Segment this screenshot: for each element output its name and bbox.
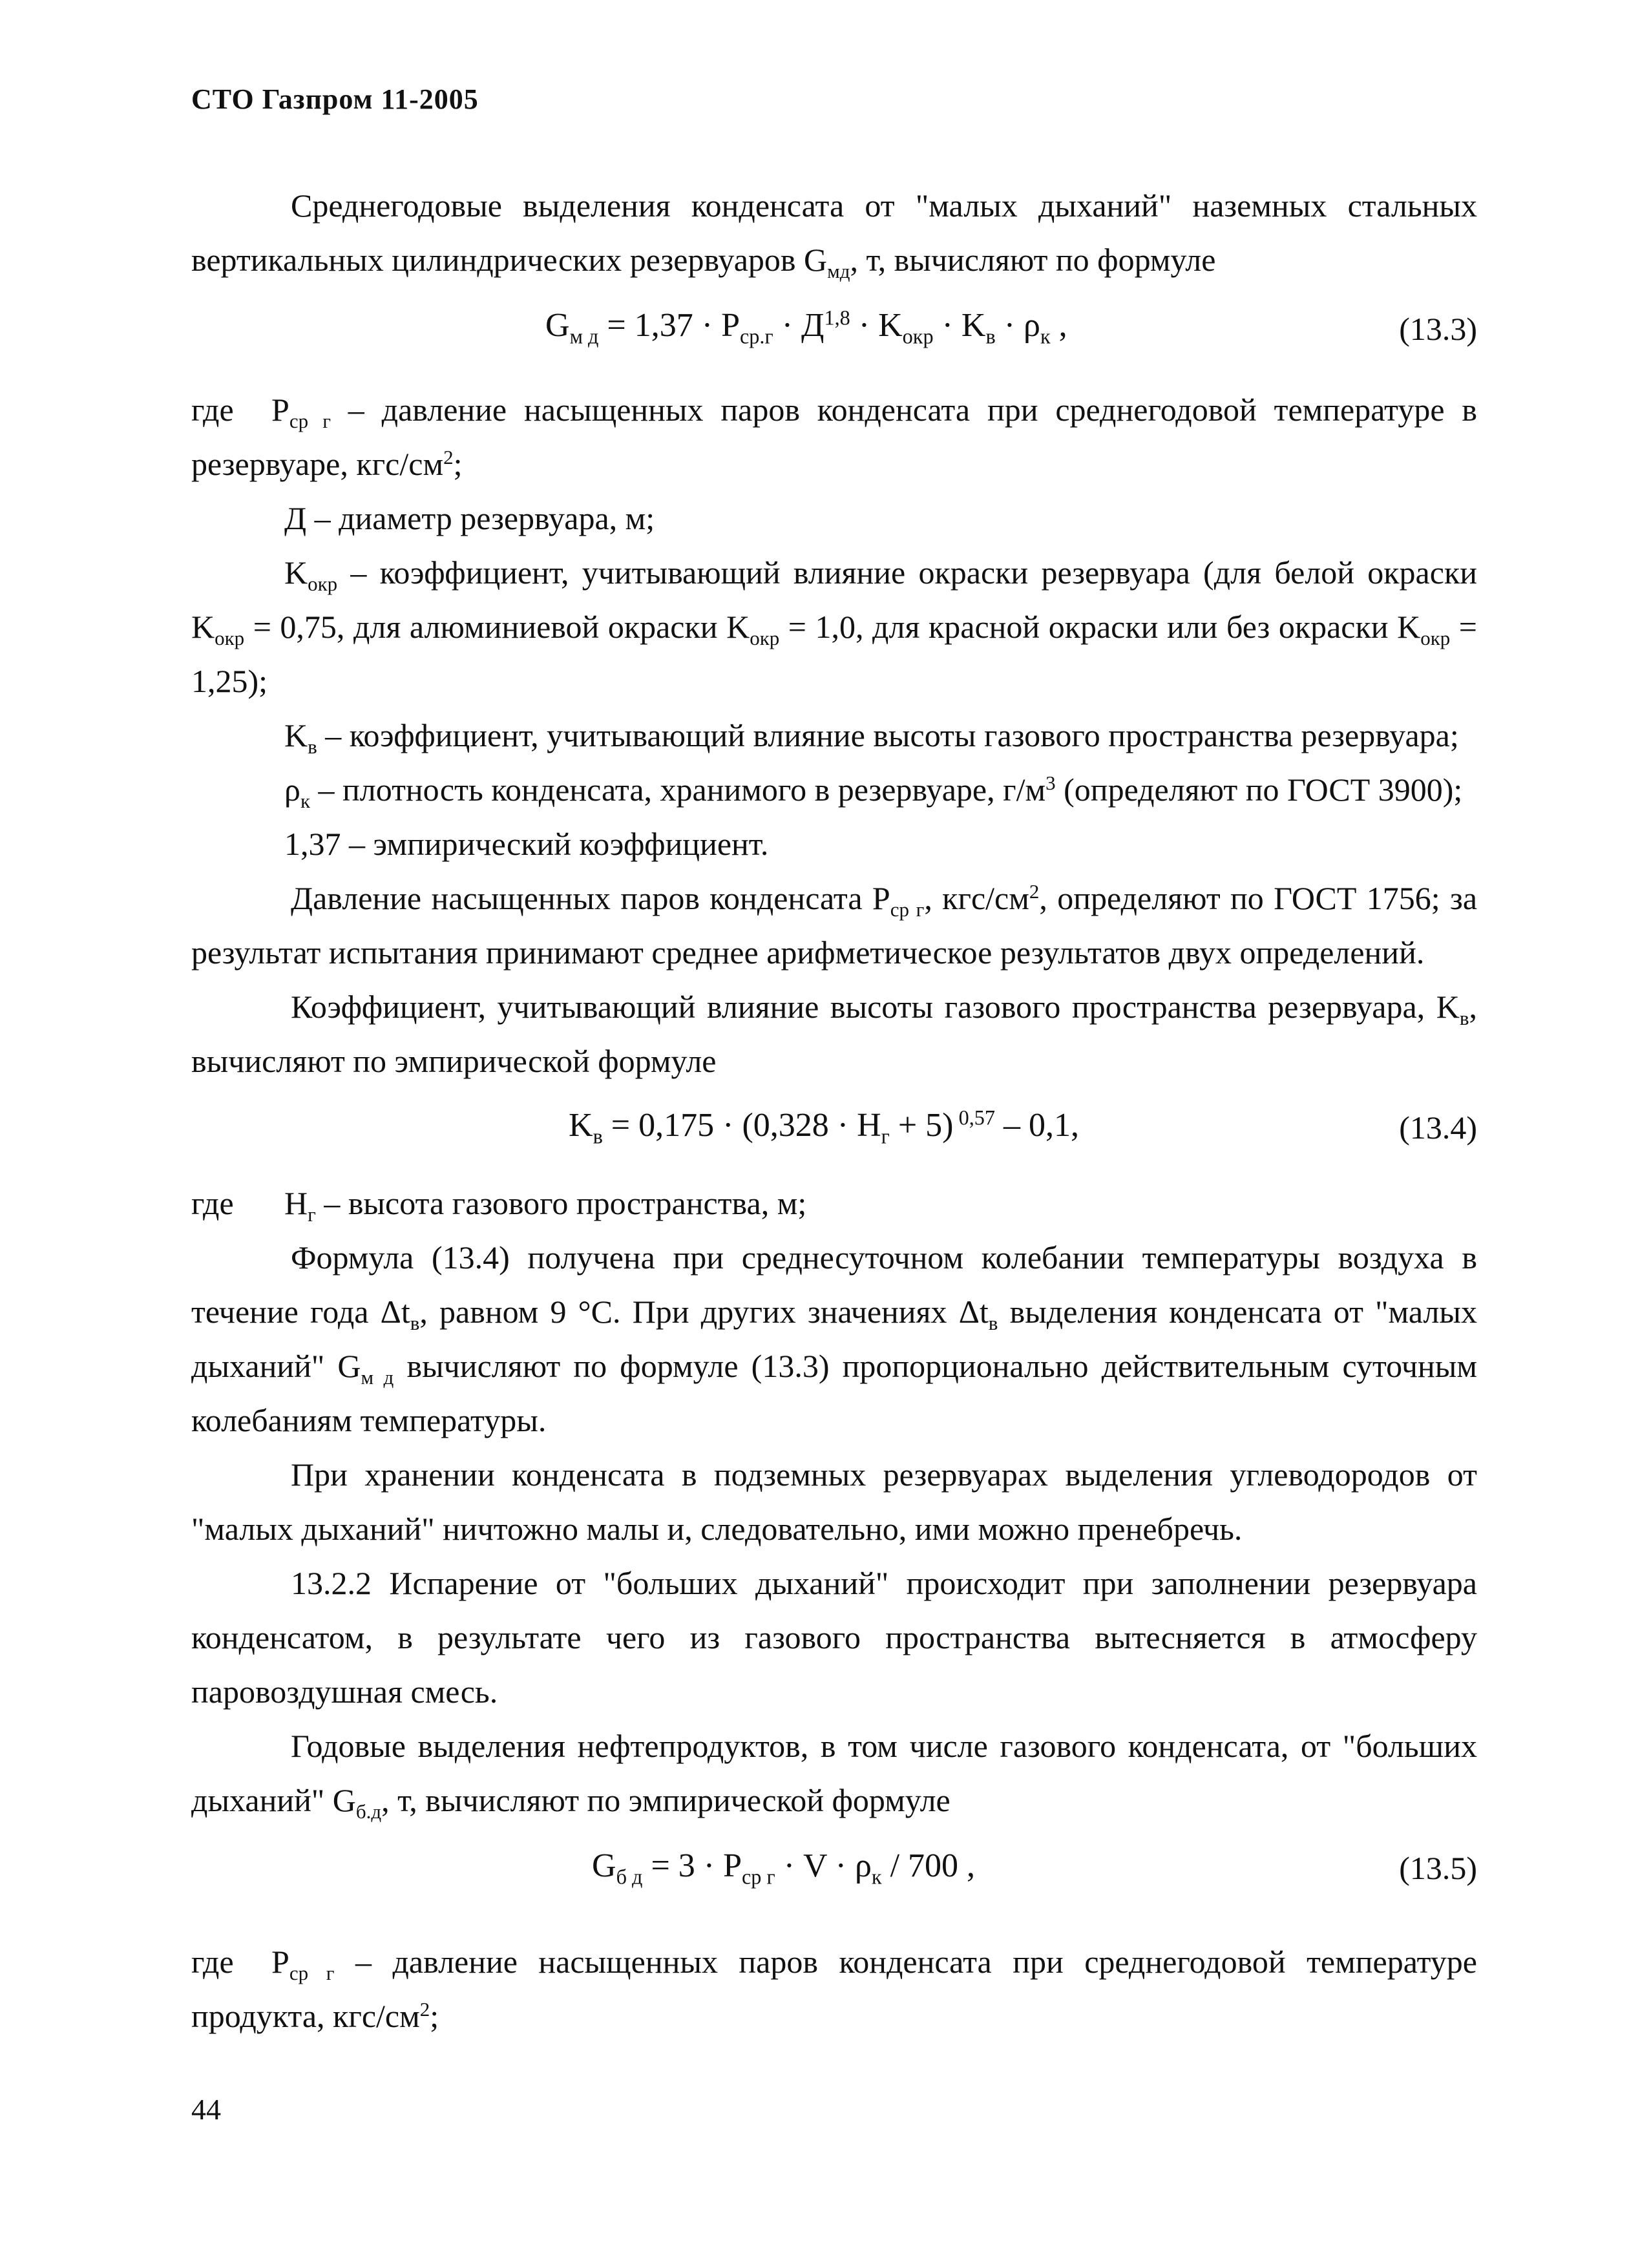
- subscript: к: [1040, 324, 1051, 348]
- where-label: где: [191, 1185, 234, 1221]
- subscript: окр: [750, 626, 780, 649]
- text: ;: [453, 446, 463, 482]
- superscript: 2: [443, 445, 454, 468]
- definition-rho: [284, 762, 1462, 817]
- paragraph-big-breath: [191, 1719, 1477, 1827]
- formula-symbol: G: [592, 1847, 616, 1884]
- formula-part: ,: [1050, 307, 1067, 344]
- formula-part: + 5): [889, 1107, 954, 1144]
- page-number: 44: [191, 2093, 221, 2126]
- formula-part: · Д: [773, 307, 824, 344]
- document-header: СТО Газпром 11-2005: [191, 83, 479, 115]
- superscript: 1,8: [824, 306, 850, 330]
- formula-symbol: K: [569, 1107, 593, 1144]
- text: , равном 9 °С. При других значениях Δt: [419, 1294, 989, 1330]
- subscript: ср г: [742, 1865, 775, 1889]
- subscript: б д: [616, 1865, 643, 1889]
- subscript: в: [985, 324, 996, 348]
- symbol: K: [191, 609, 215, 645]
- subscript: в: [593, 1124, 603, 1148]
- formula-part: / 700 ,: [881, 1847, 976, 1884]
- subscript: мд: [827, 259, 850, 282]
- where-label: где: [191, 392, 234, 428]
- subscript: ср.г: [739, 324, 773, 348]
- text: выделения конденсата от "малых дыханий" G: [191, 1294, 1477, 1384]
- formula-part: · K: [850, 307, 903, 344]
- subscript: окр: [215, 626, 245, 649]
- formula-part: = 3 · P: [642, 1847, 742, 1884]
- symbol: K: [1397, 609, 1421, 645]
- paragraph-section-13-2-2: 13.2.2 Испарение от "больших дыханий" происходит при заполнении резервуара конденсатом, в результате чего из газового пространства вытесняется в атмосферу паровоздушная смесь.: [191, 1565, 1477, 1710]
- text: , кгс/см: [924, 880, 1029, 916]
- equation-number-13-5: (13.5): [1399, 1850, 1477, 1886]
- superscript: 2: [419, 1997, 430, 2021]
- definition-k-okr: [191, 545, 1477, 708]
- superscript: 0,57: [953, 1106, 995, 1129]
- formula-13-5: [592, 1847, 976, 1889]
- symbol: K: [284, 717, 308, 753]
- subscript: в: [988, 1311, 998, 1334]
- definition-k-v: [284, 708, 1459, 762]
- formula-part: = 1,37 · P: [598, 307, 740, 344]
- superscript: 2: [1029, 879, 1040, 903]
- text: = 1,25);: [191, 609, 1477, 699]
- formula-part: · V · ρ: [775, 1847, 872, 1884]
- paragraph-pressure: [191, 871, 1477, 980]
- definition-coef: 1,37 – эмпирический коэффициент.: [284, 826, 769, 862]
- subscript: к: [871, 1865, 882, 1889]
- symbol: H: [284, 1185, 308, 1221]
- formula-13-3: [545, 306, 1067, 348]
- paragraph-underground: При хранении конденсата в подземных резервуарах выделения углеводородов от "малых дыханий" ничтожно малы и, следовательно, ими можно пренебречь.: [191, 1456, 1477, 1547]
- text: (определяют по ГОСТ 3900);: [1055, 772, 1463, 808]
- definition-h: [284, 1176, 806, 1230]
- subscript: окр: [1420, 626, 1451, 649]
- text: , определяют по ГОСТ 1756; за результат испытания принимают среднее арифметическое результатов двух определений.: [191, 880, 1478, 971]
- equation-number-13-4: (13.4): [1399, 1109, 1477, 1146]
- text: – плотность конденсата, хранимого в резервуаре, г/м: [310, 772, 1046, 808]
- subscript: г: [308, 1202, 316, 1226]
- paragraph-formula-note: [191, 1230, 1477, 1447]
- superscript: 3: [1045, 771, 1056, 794]
- subscript: ср г: [289, 409, 331, 432]
- equation-number-13-3: (13.3): [1399, 311, 1477, 347]
- text: Годовые выделения нефтепродуктов, в том числе газового конденсата, от "больших дыханий" G: [191, 1728, 1477, 1818]
- definition-p-srg-2: [191, 1935, 1477, 2043]
- text: Коэффициент, учитывающий влияние высоты газового пространства резервуара, K: [291, 989, 1460, 1025]
- subscript: в: [308, 735, 317, 758]
- text: – коэффициент, учитывающий влияние окраски резервуара (для белой окраски: [337, 554, 1477, 591]
- subscript: окр: [308, 572, 338, 595]
- subscript: г: [881, 1124, 890, 1148]
- text: – коэффициент, учитывающий влияние высоты газового пространства резервуара;: [317, 717, 1459, 753]
- text: ;: [430, 1998, 439, 2034]
- subscript: м д: [361, 1365, 394, 1389]
- text: Формула (13.4) получена при среднесуточном колебании температуры воздуха в течение года Δt: [191, 1239, 1477, 1330]
- text: – давление насыщенных паров конденсата при среднегодовой температуре в резервуаре, кгс/см: [191, 392, 1477, 482]
- symbol: K: [284, 554, 308, 591]
- subscript: ср г: [890, 898, 925, 921]
- subscript: м д: [569, 324, 599, 348]
- subscript: в: [1459, 1006, 1469, 1029]
- formula-part: – 0,1,: [994, 1107, 1079, 1144]
- symbol: K: [726, 609, 750, 645]
- formula-part: · ρ: [995, 307, 1040, 344]
- text: – высота газового пространства, м;: [315, 1185, 807, 1221]
- symbol: P: [271, 1944, 289, 1980]
- subscript: окр: [902, 324, 934, 348]
- subscript: к: [300, 789, 311, 812]
- symbol: P: [271, 392, 289, 428]
- formula-part: = 0,175 · (0,328 · H: [602, 1107, 881, 1144]
- formula-part: · K: [933, 307, 986, 344]
- text: Среднегодовые выделения конденсата от "малых дыханий" наземных стальных вертикальных цилиндрических резервуаров G: [191, 187, 1477, 278]
- paragraph-intro: [191, 178, 1477, 287]
- text: , вычисляют по эмпирической формуле: [191, 989, 1477, 1079]
- text: = 1,0, для красной окраски или без окраски: [779, 609, 1398, 645]
- subscript: ср г: [289, 1961, 335, 1984]
- definition-d: Д – диаметр резервуара, м;: [284, 500, 655, 536]
- symbol: ρ: [284, 772, 300, 808]
- formula-13-4: [569, 1106, 1079, 1148]
- text: – давление насыщенных паров конденсата при среднегодовой температуре продукта, кгс/см: [191, 1944, 1477, 2034]
- text: вычисляют по формуле (13.3) пропорционально действительным суточным колебаниям температуры.: [191, 1348, 1478, 1438]
- text: , т, вычисляют по формуле: [850, 242, 1216, 278]
- paragraph-kv-intro: [191, 980, 1477, 1088]
- definition-p-srg: [191, 383, 1477, 491]
- text: , т, вычисляют по эмпирической формуле: [381, 1782, 951, 1818]
- text: Давление насыщенных паров конденсата P: [291, 880, 890, 916]
- text: = 0,75, для алюминиевой окраски: [244, 609, 727, 645]
- subscript: б.д: [355, 1800, 382, 1823]
- where-label: где: [191, 1944, 234, 1980]
- formula-symbol: G: [545, 307, 570, 344]
- subscript: в: [410, 1311, 420, 1334]
